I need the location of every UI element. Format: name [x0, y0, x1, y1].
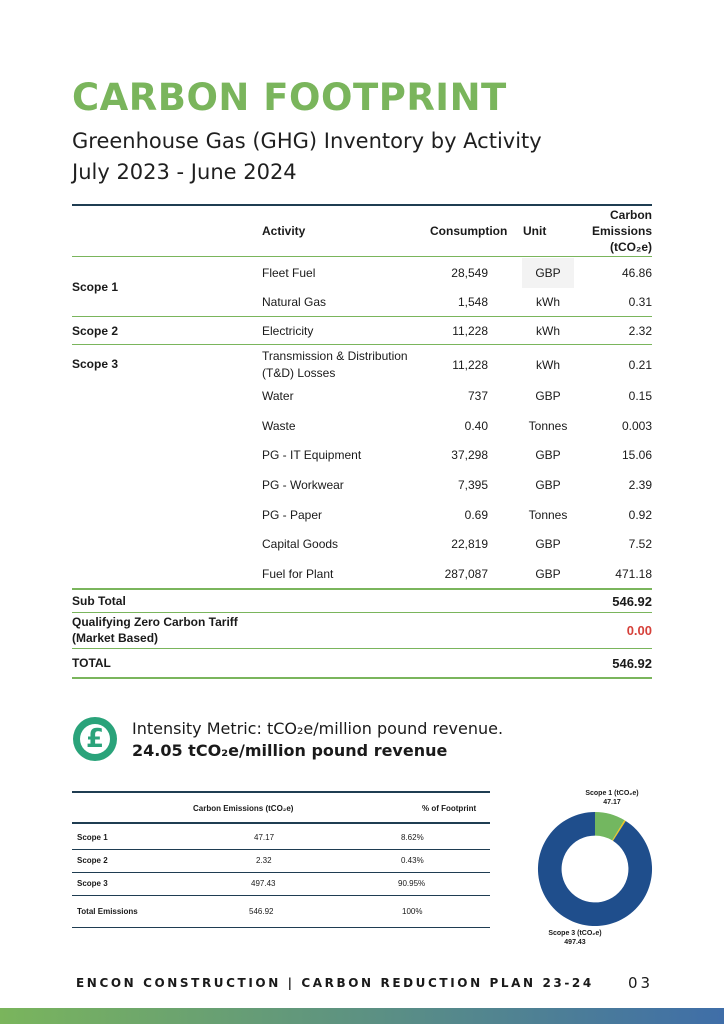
summary-total-emissions: 546.92: [249, 907, 274, 916]
footer-text: ENCON CONSTRUCTION | CARBON REDUCTION PLAN 23-24: [76, 976, 594, 990]
row-activity: Electricity: [262, 324, 314, 338]
row-unit: GBP: [535, 389, 561, 403]
summary-row-rule: [72, 895, 490, 896]
row-activity: Capital Goods: [262, 537, 339, 551]
scope-1-label: Scope 1: [72, 280, 119, 294]
row-emissions: 46.86: [621, 266, 652, 280]
table-top-rule: [72, 204, 652, 206]
subtitle-line-1: Greenhouse Gas (GHG) Inventory by Activity: [72, 129, 542, 153]
bottom-gradient-bar: [0, 1008, 724, 1024]
summary-row-label: Scope 1: [77, 833, 108, 842]
page-subtitle: [72, 126, 542, 188]
row-consumption: 28,549: [451, 266, 488, 280]
scope-1-rule: [72, 316, 652, 317]
row-consumption: 287,087: [444, 567, 488, 581]
row-unit: Tonnes: [528, 419, 568, 433]
header-activity: Activity: [262, 224, 306, 238]
summary-header-emissions: Carbon Emissions (tCO₂e): [193, 804, 294, 813]
row-emissions: 0.15: [628, 389, 652, 403]
scope-3-chart-label-value: 497.43: [564, 939, 586, 946]
pound-icon: £: [73, 717, 117, 761]
summary-row-emissions: 47.17: [254, 833, 275, 842]
row-emissions: 2.32: [628, 324, 652, 338]
intensity-metric-value: 24.05 tCO₂e/million pound revenue: [132, 741, 448, 760]
scope-3-chart-label-name: Scope 3 (tCO₂e): [548, 930, 602, 937]
summary-row-label: Scope 3: [77, 879, 108, 888]
row-emissions: 0.92: [628, 508, 652, 522]
row-consumption: 22,819: [451, 537, 488, 551]
scope-1-chart-label-value: 47.17: [603, 799, 621, 806]
row-unit: GBP: [535, 266, 561, 280]
rows-bottom-rule: [72, 588, 652, 590]
row-activity: Water: [262, 389, 294, 403]
row-activity: Natural Gas: [262, 295, 327, 309]
table-bottom-rule: [72, 677, 652, 679]
summary-row-emissions: 2.32: [256, 856, 272, 865]
row-activity: Fuel for Plant: [262, 567, 334, 581]
row-emissions: 7.52: [628, 537, 652, 551]
scope-2-label: Scope 2: [72, 324, 119, 338]
row-activity: Waste: [262, 419, 296, 433]
intensity-metric-label: Intensity Metric: tCO₂e/million pound revenue.: [132, 719, 504, 738]
row-unit: kWh: [536, 324, 560, 338]
row-emissions: 2.39: [628, 478, 652, 492]
row-unit: GBP: [535, 448, 561, 462]
tariff-rule: [72, 648, 652, 649]
scope-3-label: Scope 3: [72, 357, 119, 371]
row-consumption: 1,548: [457, 295, 488, 309]
row-unit: GBP: [535, 478, 561, 492]
scope-1-chart-label: [574, 789, 650, 807]
row-emissions: 0.31: [628, 295, 652, 309]
total-value: 546.92: [612, 656, 652, 671]
emissions-donut-chart: [536, 810, 654, 928]
summary-header-rule: [72, 822, 490, 824]
row-emissions: 471.18: [615, 567, 652, 581]
page-title: CARBON FOOTPRINT: [72, 76, 507, 119]
row-unit: kWh: [536, 358, 560, 372]
row-emissions: 0.21: [628, 358, 652, 372]
total-label: TOTAL: [72, 656, 111, 670]
tariff-value: 0.00: [626, 623, 652, 638]
page-number: 03: [628, 974, 654, 992]
row-activity: Fleet Fuel: [262, 266, 316, 280]
row-emissions: 15.06: [621, 448, 652, 462]
row-activity: PG - Paper: [262, 508, 323, 522]
summary-row-rule: [72, 872, 490, 873]
summary-total-percent: 100%: [402, 907, 423, 916]
tariff-label-line1: Qualifying Zero Carbon Tariff: [72, 615, 238, 629]
summary-row-percent: 90.95%: [398, 879, 426, 888]
row-consumption: 11,228: [452, 358, 488, 372]
summary-row-rule: [72, 849, 490, 850]
subtotal-value: 546.92: [612, 594, 652, 609]
header-bottom-rule: [72, 256, 652, 257]
summary-row-emissions: 497.43: [251, 879, 276, 888]
scope-2-rule: [72, 344, 652, 345]
row-consumption: 0.69: [464, 508, 488, 522]
header-emissions-line1: Carbon: [610, 208, 652, 222]
summary-row-percent: 8.62%: [401, 833, 424, 842]
header-emissions-line2: Emissions: [591, 224, 652, 238]
row-unit: kWh: [536, 295, 560, 309]
subtotal-label: Sub Total: [72, 594, 126, 608]
tariff-label-line2: (Market Based): [72, 631, 159, 645]
summary-header-percent: % of Footprint: [422, 804, 477, 813]
row-activity: Transmission & Distribution: [262, 349, 408, 363]
summary-row-percent: 0.43%: [401, 856, 424, 865]
subtotal-rule: [72, 612, 652, 613]
row-consumption: 737: [467, 389, 488, 403]
donut-slice: [538, 812, 652, 926]
row-consumption: 0.40: [464, 419, 488, 433]
row-activity: PG - Workwear: [262, 478, 344, 492]
row-unit: GBP: [535, 537, 561, 551]
row-unit: Tonnes: [528, 508, 568, 522]
row-unit: GBP: [535, 567, 561, 581]
row-activity-line2: (T&D) Losses: [262, 366, 336, 380]
scope-3-chart-label: [536, 929, 614, 947]
row-activity: PG - IT Equipment: [262, 448, 362, 462]
subtitle-line-2: July 2023 - June 2024: [72, 160, 297, 184]
row-consumption: 11,228: [452, 324, 488, 338]
header-consumption: Consumption: [430, 224, 508, 238]
row-consumption: 37,298: [451, 448, 488, 462]
row-emissions: 0.003: [621, 419, 652, 433]
summary-row-label: Scope 2: [77, 856, 108, 865]
summary-total-label: Total Emissions: [77, 907, 138, 916]
scope-1-chart-label-name: Scope 1 (tCO₂e): [585, 790, 639, 797]
header-unit: Unit: [523, 224, 547, 238]
summary-top-rule: [72, 791, 490, 793]
header-emissions-line3: (tCO₂e): [610, 240, 652, 254]
summary-bottom-rule: [72, 927, 490, 928]
row-consumption: 7,395: [457, 478, 488, 492]
